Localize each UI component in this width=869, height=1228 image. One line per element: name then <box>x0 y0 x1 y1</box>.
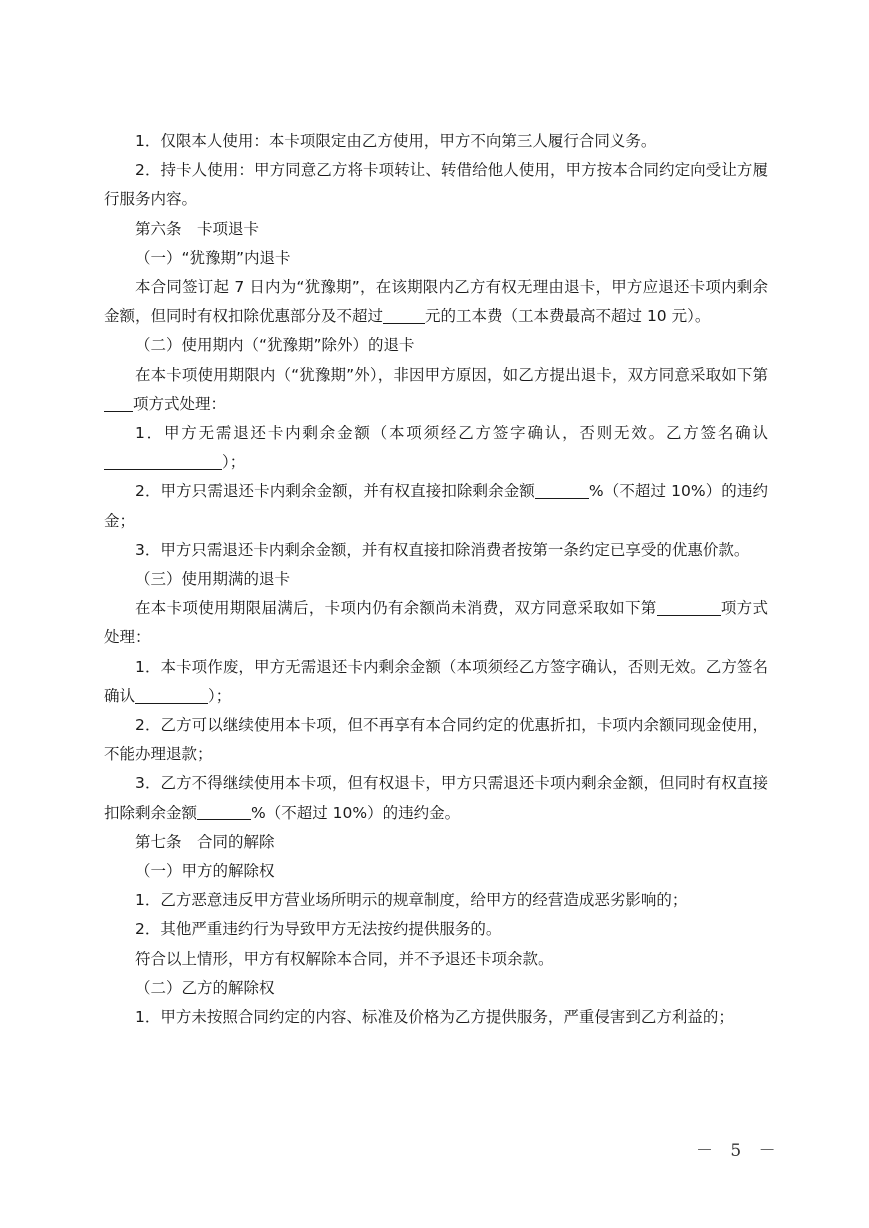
article-7-heading: 第七条 合同的解除 <box>135 832 275 851</box>
paragraph-expiry-option-3: 3．乙方不得继续使用本卡项，但有权退卡，甲方只需退还卡项内剩余金额，但同时有权直接扣除剩余金额 %（不超过 10%）的违约金。 <box>104 774 768 822</box>
paragraph-party-a-2: 2．其他严重违约行为导致甲方无法按约提供服务的。 <box>135 920 502 939</box>
section-usage-period-heading: （二）使用期内（“犹豫期”除外）的退卡 <box>135 336 415 355</box>
blank-expiry-signature <box>135 687 208 704</box>
paragraph-hesitation-period: 本合同签订起 7 日内为“犹豫期”，在该期限内乙方有权无理由退卡，甲方应退还卡项内剩余金额，但同时有权扣除优惠部分及不超过 元的工本费（工本费最高不超过 10 元）。 <box>104 278 768 326</box>
paragraph-party-b-1: 1．甲方未按照合同约定的内容、标准及价格为乙方提供服务，严重侵害到乙方利益的； <box>135 1008 734 1027</box>
paragraph-1: 1．仅限本人使用：本卡项限定由乙方使用，甲方不向第三人履行合同义务。 <box>135 132 657 150</box>
paragraph-expiry-option-1: 1．本卡项作废，甲方无需退还卡内剩余金额（本项须经乙方签字确认，否则无效。乙方签名确认 ）； <box>104 657 768 705</box>
paragraph-option-1: 1．甲方无需退还卡内剩余金额（本项须经乙方签字确认，否则无效。乙方签名确认）； <box>104 419 768 477</box>
article-6-heading: 第六条 卡项退卡 <box>135 219 260 238</box>
section-party-b-rescission-heading: （二）乙方的解除权 <box>135 978 275 997</box>
paragraph-expiry-option-2: 2．乙方可以继续使用本卡项，但不再享有本合同约定的优惠折扣，卡项内余额同现金使用，不能办理退款； <box>104 716 768 764</box>
blank-option-number <box>104 395 133 412</box>
page-number: － 5 － <box>696 1141 782 1161</box>
blank-penalty-percent <box>535 483 589 500</box>
paragraph-usage-period: 在本卡项使用期限内（“犹豫期”外），非因甲方原因，如乙方提出退卡，双方同意采取如下第项方式处理： <box>104 361 768 419</box>
section-hesitation-period-heading: （一）“犹豫期”内退卡 <box>135 248 291 267</box>
paragraph-party-a-1: 1．乙方恶意违反甲方营业场所明示的规章制度，给甲方的经营造成恶劣影响的； <box>135 891 688 910</box>
document-body <box>104 127 768 1032</box>
section-party-a-rescission-heading: （一）甲方的解除权 <box>135 862 275 881</box>
paragraph-party-a-summary: 符合以上情形，甲方有权解除本合同，并不予退还卡项余款。 <box>135 949 554 968</box>
blank-expiry-option-number <box>657 600 721 617</box>
paragraph-2: 2．持卡人使用：甲方同意乙方将卡项转让、转借给他人使用，甲方按本合同约定向受让方履行服务内容。 <box>104 161 768 209</box>
section-expiry-heading: （三）使用期满的退卡 <box>135 570 291 589</box>
paragraph-expiry: 在本卡项使用期限届满后，卡项内仍有余额尚未消费，双方同意采取如下第 项方式处理： <box>104 599 768 647</box>
blank-signature <box>104 454 222 471</box>
blank-fee-amount <box>383 308 425 325</box>
paragraph-option-2: 2．甲方只需退还卡内剩余金额，并有权直接扣除剩余金额 %（不超过 10%）的违约金； <box>104 482 768 530</box>
paragraph-option-3: 3．甲方只需退还卡内剩余金额，并有权直接扣除消费者按第一条约定已享受的优惠价款。 <box>135 540 750 559</box>
blank-expiry-penalty-percent <box>197 804 251 821</box>
